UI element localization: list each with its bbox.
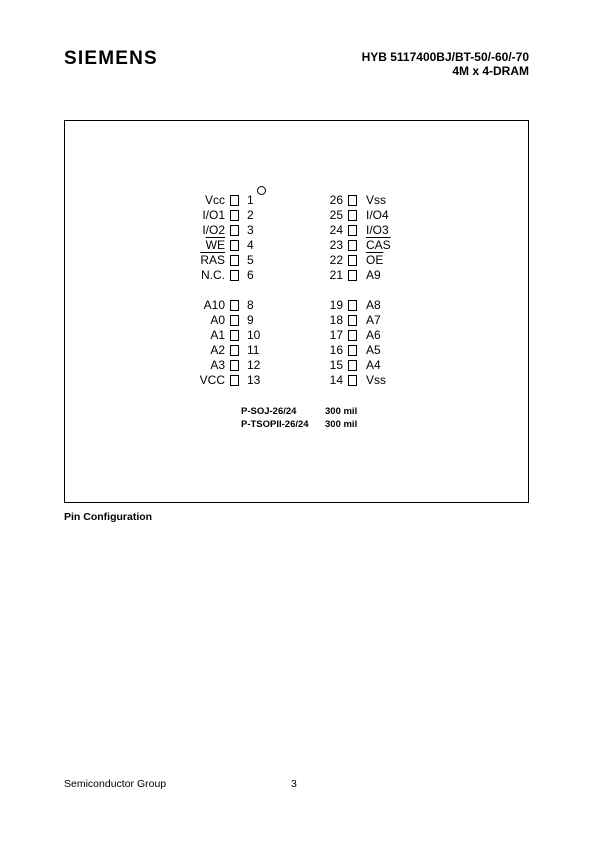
right-pin-name: I/O4	[366, 208, 389, 222]
left-pin-name: $\overline{WE}$	[205, 238, 225, 252]
left-pin-name: A1	[210, 328, 225, 342]
part-number: HYB 5117400BJ/BT-50/-60/-70	[361, 50, 529, 64]
right-pin-name: $\overline{CAS}$	[366, 238, 391, 252]
left-pin-pad	[230, 195, 239, 206]
right-pin-number: 16	[329, 343, 343, 357]
left-pin-name: A10	[203, 298, 225, 312]
left-pin-pad	[230, 345, 239, 356]
right-pin-pad	[348, 375, 357, 386]
right-pin-name: Vss	[366, 193, 387, 207]
left-pin-pad	[230, 270, 239, 281]
left-pin-pad	[230, 210, 239, 221]
left-pin-number: 9	[247, 313, 254, 327]
left-pin-pad	[230, 240, 239, 251]
right-pin-name: A8	[366, 298, 381, 312]
right-pin-number: 17	[329, 328, 343, 342]
right-pin-number: 19	[329, 298, 343, 312]
right-pin-name: Vss	[366, 373, 387, 387]
package-name: P-TSOPII-26/24	[241, 419, 309, 430]
left-pin-number: 2	[247, 208, 254, 222]
left-pin-number: 4	[247, 238, 254, 252]
right-pin-pad	[348, 240, 357, 251]
device-description: 4M x 4-DRAM	[452, 64, 529, 78]
left-pin-pad	[230, 225, 239, 236]
right-pin-number: 23	[329, 238, 343, 252]
left-pin-name: A0	[210, 313, 225, 327]
right-pin-number: 15	[329, 358, 343, 372]
left-pin-number: 8	[247, 298, 254, 312]
left-pin-name: Vcc	[204, 193, 225, 207]
right-pin-name: A4	[366, 358, 381, 372]
right-pin-pad	[348, 255, 357, 266]
left-pin-number: 13	[247, 373, 261, 387]
right-pin-name: A5	[366, 343, 381, 357]
left-pin-name: A2	[210, 343, 225, 357]
right-pin-pad	[348, 345, 357, 356]
siemens-logo: SIEMENS	[64, 48, 158, 69]
page-number: 3	[291, 778, 297, 790]
left-pin-number: 1	[247, 193, 254, 207]
left-pin-name: N.C.	[201, 268, 225, 282]
right-pin-pad	[348, 315, 357, 326]
left-pin-number: 10	[247, 328, 261, 342]
pin1-notch-marker	[257, 186, 266, 195]
footer-company: Semiconductor Group	[64, 778, 167, 790]
right-pin-name: $\overline{OE}$	[366, 253, 384, 267]
left-pin-pad	[230, 375, 239, 386]
right-pin-pad	[348, 360, 357, 371]
right-pin-number: 25	[329, 208, 343, 222]
right-pin-name: A7	[366, 313, 381, 327]
right-pin-number: 21	[329, 268, 343, 282]
right-pin-pad	[348, 270, 357, 281]
left-pin-name: $\overline{RAS}$	[200, 253, 225, 267]
right-pin-pad	[348, 300, 357, 311]
right-pin-pad	[348, 330, 357, 341]
package-width: 300 mil	[325, 419, 358, 430]
right-pin-name: I/O3	[366, 223, 389, 237]
left-pin-pad	[230, 330, 239, 341]
left-pin-name: I/O2	[202, 223, 225, 237]
right-pin-pad	[348, 225, 357, 236]
left-pin-number: 5	[247, 253, 254, 267]
left-pin-pad	[230, 255, 239, 266]
figure-caption: Pin Configuration	[64, 511, 153, 523]
right-pin-name: A6	[366, 328, 381, 342]
left-pin-number: 3	[247, 223, 254, 237]
right-pin-name: A9	[366, 268, 381, 282]
pin-configuration-figure-frame	[64, 120, 529, 503]
left-pin-name: I/O1	[202, 208, 225, 222]
package-name: P-SOJ-26/24	[241, 406, 297, 417]
left-pin-pad	[230, 300, 239, 311]
right-pin-pad	[348, 210, 357, 221]
left-pin-name: A3	[210, 358, 225, 372]
package-width: 300 mil	[325, 406, 358, 417]
left-pin-number: 11	[247, 343, 260, 357]
left-pin-number: 6	[247, 268, 254, 282]
left-pin-name: VCC	[199, 373, 225, 387]
left-pin-pad	[230, 315, 239, 326]
right-pin-number: 24	[329, 223, 343, 237]
right-pin-number: 26	[329, 193, 343, 207]
right-pin-number: 14	[329, 373, 343, 387]
left-pin-number: 12	[247, 358, 261, 372]
left-pin-pad	[230, 360, 239, 371]
right-pin-number: 18	[329, 313, 343, 327]
right-pin-pad	[348, 195, 357, 206]
right-pin-number: 22	[329, 253, 343, 267]
